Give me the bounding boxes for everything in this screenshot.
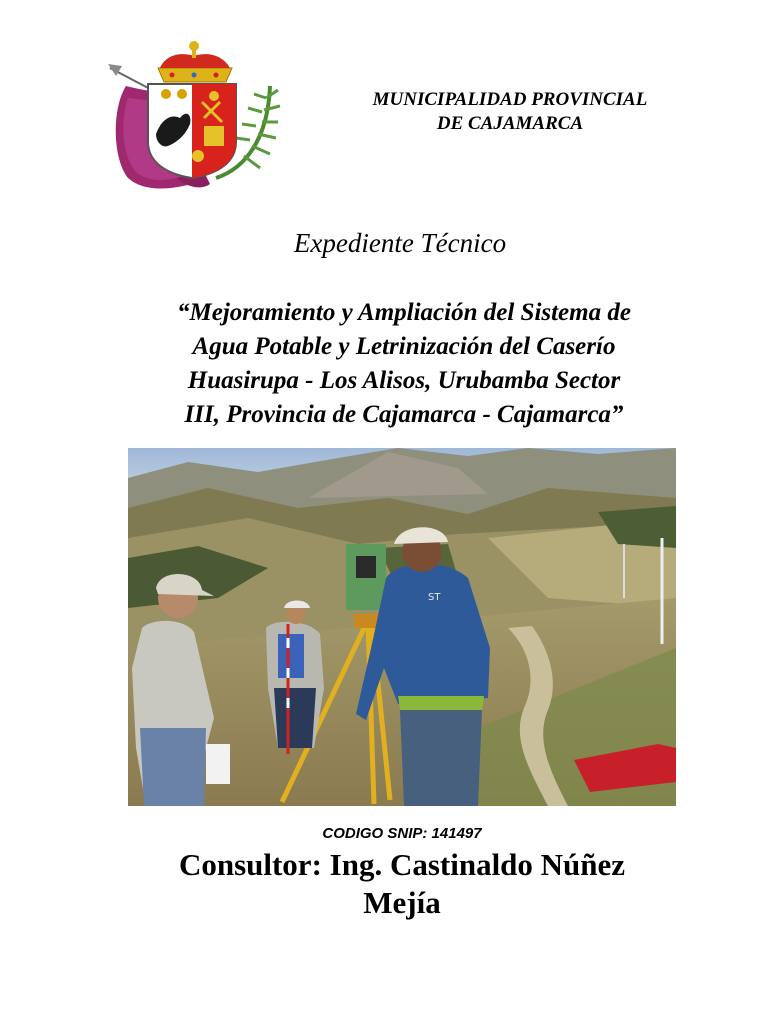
project-title-line-2: Agua Potable y Letrinización del Caserío (192, 333, 616, 360)
institution-line-2: DE CAJAMARCA (436, 113, 584, 134)
institution-line-1: MUNICIPALIDAD PROVINCIAL (372, 89, 648, 110)
project-title-line-4: III, Provincia de Cajamarca - Cajamarca” (184, 401, 624, 428)
project-title (104, 296, 704, 432)
document-title-text: Expediente Técnico (293, 228, 507, 258)
document-title (0, 226, 768, 260)
institution-name (300, 88, 720, 136)
project-title-line-1: “Mejoramiento y Ampliación del Sistema de (177, 299, 631, 326)
survey-photo (128, 448, 676, 806)
snip-code: CODIGO SNIP: 141497 (322, 825, 482, 842)
svg-text:ST: ST (428, 592, 441, 603)
project-title-line-3: Huasirupa - Los Alisos, Urubamba Sector (187, 367, 621, 394)
coat-of-arms-logo (106, 38, 284, 196)
consultant-line-1: Consultor: Ing. Castinaldo Núñez (178, 847, 626, 882)
consultant-name (0, 846, 768, 922)
consultant-line-2: Mejía (363, 885, 441, 920)
